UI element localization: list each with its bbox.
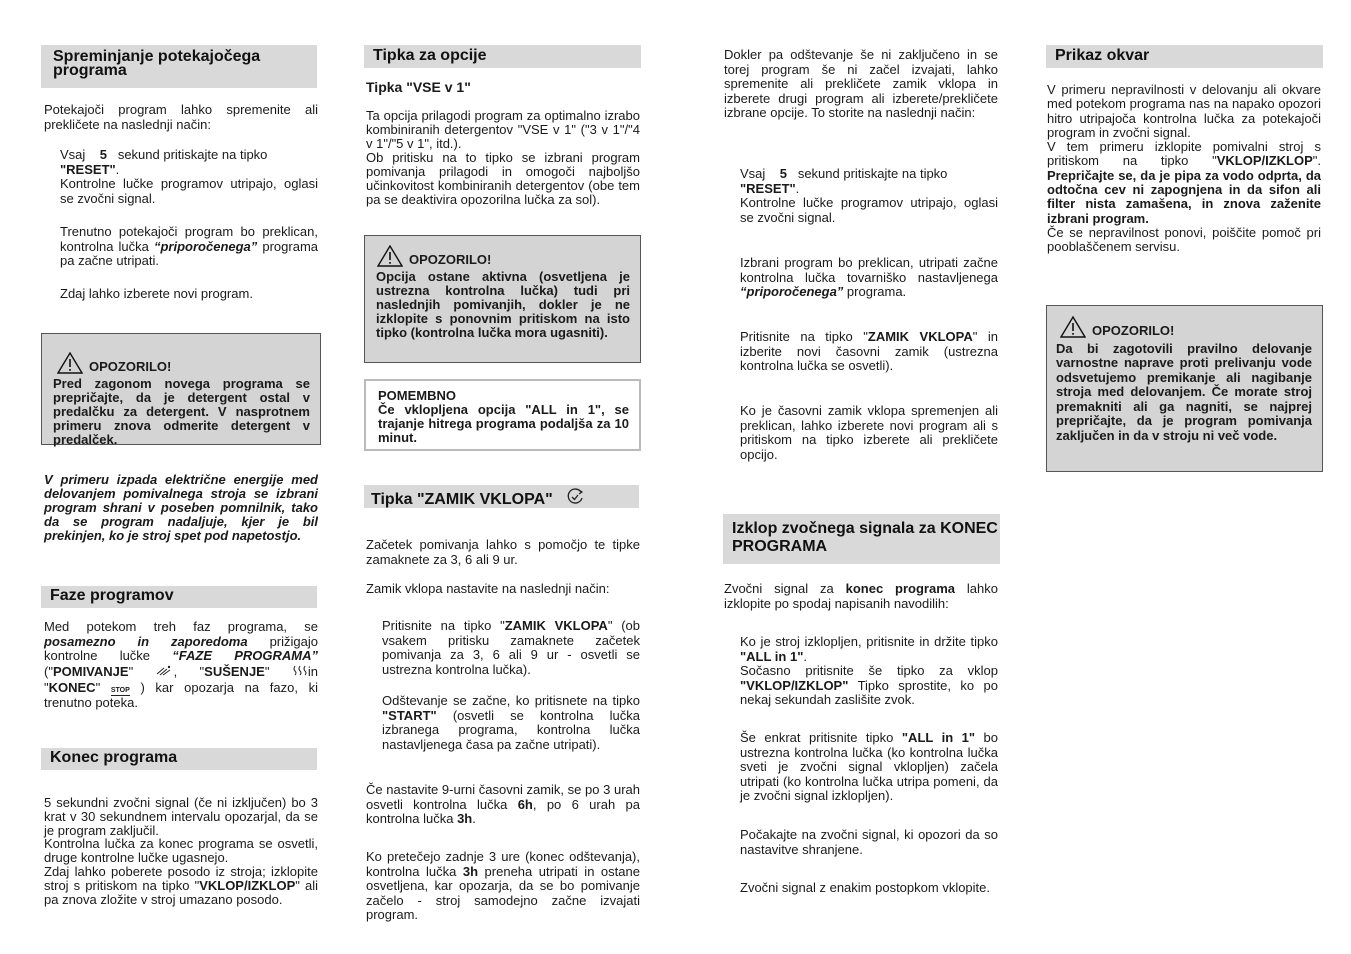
warning-box-faults: OPOZORILO! Da bi zagotovili pravilno delovanje varnostne naprave proti prelivanju vode odsvetujemo premikanje ali nagibanje stroja med delovanjem. Če morate stroj premakniti ali ga nagniti, se najprej prepričajte, da je program pomivanja zaključen in da v stroju ni več vode. — [1046, 305, 1323, 472]
delay-cancel-step: Izbrani program bo preklican, utripati začne kontrolna lučka tovarniško nastavljenega “priporočenega” programa. — [740, 255, 998, 299]
sound-step-3: Počakajte na zvočni signal, ki opozori da so nastavitve shranjene. — [740, 827, 998, 857]
step-new-program: Zdaj lahko izberete novi program. — [60, 286, 253, 301]
warning-triangle-icon — [1060, 316, 1086, 342]
delay-step-2: Odštevanje se začne, ko pritisnete na tipko "START" (osvetli se kontrolna lučka izbranega programa, kontrolna lučka nastavljenega časa pa začne utripati). — [382, 693, 640, 752]
wash-icon — [156, 664, 174, 682]
sound-step-4: Zvočni signal z enakim postopkom vklopite. — [740, 880, 991, 895]
delay-changed-step: Ko je časovni zamik vklopa spremenjen ali preklican, lahko izberete novi program ali s pritiskom na tipko izberete ali prekličete opcijo. — [740, 403, 998, 462]
section-heading-options: Tipka za opcije — [364, 45, 641, 68]
faults-paragraph: V primeru nepravilnosti v delovanju ali okvare med potekom programa nas na napako opozori hitro utripajoča kontrolna lučka za potekajoči program in zvočni signal. V tem primeru izklopite pomivalni stroj s pritiskom na tipko "VKLOP/IZKLOP". Prepričajte se, da je pipa za vodo odprta, da odtočna cev ni zapognjena in da sifon ali filter nista zamašena, in znova zaženite izbrani program. Če se nepravilnost ponovi, poiščite pomoč pri pooblaščenem servisu. — [1047, 82, 1321, 255]
section-heading-sound-off: Izklop zvočnega signala za KONEC PROGRAMA — [723, 514, 1000, 564]
delay-new-step: Pritisnite na tipko "ZAMIK VKLOPA" in izberite novi časovni zamik (ustrezna kontrolna lučka se osvetli). — [740, 329, 998, 373]
stop-icon: STOP — [110, 687, 130, 694]
delay-paragraph-1: Začetek pomivanja lahko s pomočjo te tipke zamaknete za 3, 6 ali 9 ur. — [366, 537, 640, 567]
options-paragraph: Ta opcija prilagodi program za optimalno izrabo kombiniranih detergentov "VSE v 1" ("3 v 1"/"4 v 1"/"5 v 1", itd.). Ob pritisku na to tipko se izbrani program pomivanja prilagodi in omogoči najboljšo učinkovitost kombiniranih detergentov (obe tem pa se deaktivira opozorilna lučka za sol). — [366, 108, 640, 207]
warning-triangle-icon — [57, 352, 83, 377]
phases-paragraph: Med potekom treh faz programa, se posamezno in zaporedoma prižigajo kontrolne lučke “FAZE PROGRAMA” ("POMIVANJE" , "SUŠENJE" in "KONEC" STOP ) kar opozarja na fazo, ki trenutno poteka. — [44, 619, 318, 710]
section-heading-phases: Faze programov — [41, 586, 317, 608]
section-heading-faults: Prikaz okvar — [1046, 45, 1323, 68]
delay-paragraph-4: Ko pretečejo zadnje 3 ure (konec odštevanja), kontrolna lučka 3h preneha utripati in ostane osvetljena, kar opozarja, da se bo pomivanje začelo - stroj samodejno začne izvajati program. — [366, 849, 640, 922]
section-heading-delay: Tipka "ZAMIK VKLOPA" — [364, 485, 639, 508]
end-program-paragraph: 5 sekundni zvočni signal (če ni izključen) bo 3 krat v 30 sekundnem intervalu opozarjal, da se je program zaključil. Kontrolna lučka za konec programa se osvetli, druge kontrolne lučke ugasnejo. Zdaj lahko poberete posodo iz stroja; izklopite stroj s pritiskom na tipko "VKLOP/IZKLOP" ali pa znova zložite v stroj umazano posodo. — [44, 795, 318, 907]
power-failure-note: V primeru izpada električne energije med delovanjem pomivalnega stroja se izbrani program shrani v poseben pomnilnik, tako da se program nadaljuje, kjer je bil prekinjen, ko je stroj spet pod napetostjo. — [44, 472, 318, 543]
delay-step-1: Pritisnite na tipko "ZAMIK VKLOPA" (ob vsakem pritisku zamaknete začetek pomivanja za 3, 6 ali 9 ur - osvetli se ustrezna kontrolna lučka). — [382, 618, 640, 677]
subheading-all-in-1: Tipka "VSE v 1" — [366, 79, 471, 95]
delay-paragraph-2: Zamik vklopa nastavite na naslednji način: — [366, 581, 610, 596]
sound-paragraph: Zvočni signal za konec programa lahko izklopite po spodaj napisanih navodilih: — [724, 581, 998, 611]
paragraph: Potekajoči program lahko spremenite ali prekličete na naslednji način: — [44, 102, 318, 132]
warning-triangle-icon — [377, 245, 403, 270]
delay-paragraph-3: Če nastavite 9-urni časovni zamik, se po 3 urah osvetli kontrolna lučka 6h, po 6 urah pa kontrolna lučka 3h. — [366, 782, 640, 826]
dry-icon — [292, 664, 308, 682]
sound-step-2: Še enkrat pritisnite tipko "ALL in 1" bo ustrezna kontrolna lučka (ko kontrolna lučka sveti je zvočni signal vklopljen) začela utripati (ko kontrolna lučka utripa pomeni, da je zvočni signal izklopljen). — [740, 730, 998, 803]
change-delay-paragraph: Dokler pa odštevanje še ni zaključeno in se torej program še ni začel izvajati, lahko spremenite ali prekličete zamik vklopa in izberete drugi program ali izberete/prekličete izbrane opcije. To storite na naslednji način: — [724, 47, 998, 120]
sound-step-1: Ko je stroj izklopljen, pritisnite in držite tipko "ALL in 1". Sočasno pritisnite še tipko za vklop "VKLOP/IZKLOP" Tipko sprostite, ko po nekaj sekundah zaslišite zvok. — [740, 634, 998, 707]
delay-clock-icon — [565, 488, 585, 510]
warning-box-options: OPOZORILO! Opcija ostane aktivna (osvetljena je ustrezna kontrolna lučka) tudi pri naslednjih pomivanjih, dokler je ne izklopite s ponovnim pritiskom na isto tipko (kontrolna lučka mora ugasniti). — [364, 235, 641, 363]
important-box: POMEMBNO Če vklopljena opcija "ALL in 1", se trajanje hitrega programa podaljša za 10 minut. — [364, 379, 641, 451]
step-reset: Vsaj 5 sekund pritiskajte na tipko "RESET". Kontrolne lučke programov utripajo, oglasi se zvočni signal. — [60, 147, 318, 206]
section-heading-end-program: Konec programa — [41, 748, 317, 770]
delay-reset-step: Vsaj 5 sekund pritiskajte na tipko "RESET". Kontrolne lučke programov utripajo, oglasi se zvočni signal. — [740, 166, 998, 225]
warning-box: OPOZORILO! Pred zagonom novega programa se prepričajte, da je detergent ostal v predalčku za detergent. V nasprotnem primeru znova odmerite detergent v predalček. — [41, 333, 321, 445]
step-cancel: Trenutno potekajoči program bo preklican, kontrolna lučka “priporočenega” programa pa začne utripati. — [60, 224, 318, 268]
section-heading-change-program: Spreminjanje potekajočega programa — [41, 45, 317, 88]
